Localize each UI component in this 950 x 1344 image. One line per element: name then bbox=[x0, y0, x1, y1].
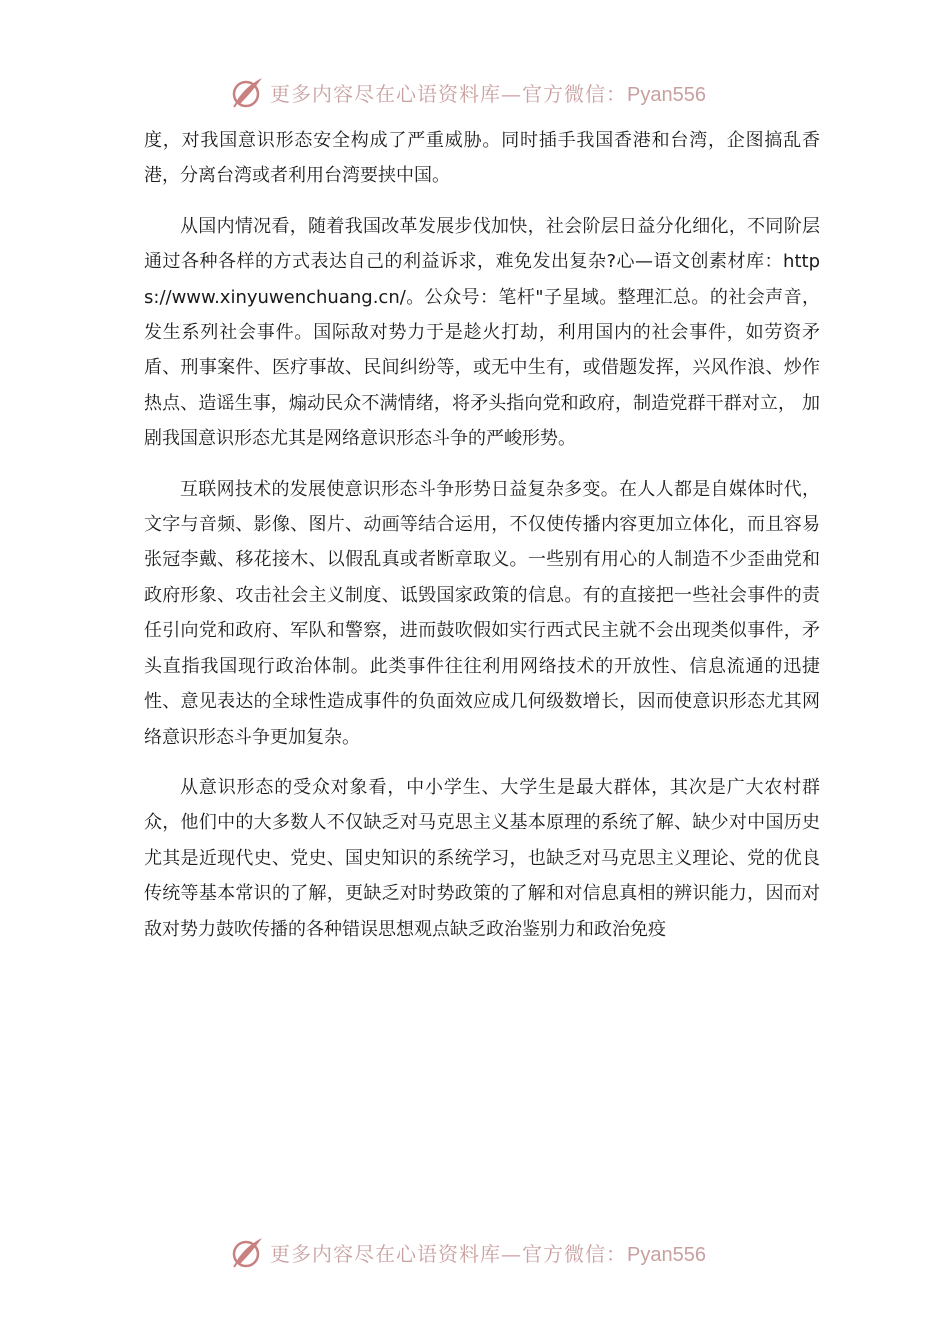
footer-banner-text bbox=[270, 1238, 706, 1267]
header-banner-dash: — bbox=[501, 81, 522, 106]
footer-banner-wechat-label: 官方微信： bbox=[522, 1241, 627, 1266]
quill-logo-icon bbox=[230, 1234, 266, 1270]
header-banner-text bbox=[270, 78, 706, 107]
paragraph-1: 度，对我国意识形态安全构成了严重威胁。同时插手我国香港和台湾，企图搞乱香港，分离台湾或者利用台湾要挟中国。 bbox=[144, 130, 820, 187]
footer-banner-dash: — bbox=[501, 1241, 522, 1266]
header-banner-wechat-label: 官方微信： bbox=[522, 81, 627, 106]
paragraph-3: 互联网技术的发展使意识形态斗争形势日益复杂多变。在人人都是自媒体时代，文字与音频、影像、图片、动画等结合运用，不仅使传播内容更加立体化，而且容易张冠李戴、移花接木、以假乱真或者断章取义。一些别有用心的人制造不少歪曲党和政府形象、攻击社会主义制度、诋毁国家政策的信息。有的直接把一些社会事件的责任引向党和政府、军队和警察，进而鼓吹假如实行西式民主就不会出现类似事件，矛头直指我国现行政治体制。此类事件往往利用网络技术的开放性、信息流通的迅捷性、意见表达的全球性造成事件的负面效应成几何级数增长，因而使意识形态尤其网络意识形态斗争更加复杂。 bbox=[144, 478, 820, 748]
footer-banner-wechat-id: Pyan556 bbox=[627, 1243, 706, 1266]
header-banner-title: 更多内容尽在心语资料库 bbox=[270, 81, 501, 106]
paragraph-4: 从意识形态的受众对象看，中小学生、大学生是最大群体，其次是广大农村群众，他们中的大多数人不仅缺乏对马克思主义基本原理的系统了解、缺少对中国历史尤其是近现代史、党史、国史知识的系统学习，也缺乏对马克思主义理论、党的优良传统等基本常识的了解，更缺乏对时势政策的了解和对信息真相的辨识能力，因而对敌对势力鼓吹传播的各种错误思想观点缺乏政治鉴别力和政治免疫 bbox=[144, 776, 820, 940]
footer-banner-title: 更多内容尽在心语资料库 bbox=[270, 1241, 501, 1266]
header-banner-wechat-id: Pyan556 bbox=[627, 83, 706, 106]
paragraph-2: 从国内情况看，随着我国改革发展步伐加快，社会阶层日益分化细化，不同阶层通过各种各样的方式表达自己的利益诉求，难免发出复杂?心—语文创素材库：https://www.xinyuwenchuang.cn/。公众号：笔杆"子星域。整理汇总。的社会声音，发生系列社会事件。国际敌对势力于是趁火打劫，利用国内的社会事件，如劳资矛盾、刑事案件、医疗事故、民间纠纷等，或无中生有，或借题发挥，兴风作浪、炒作热点、造谣生事，煽动民众不满情绪，将矛头指向党和政府，制造党群干群对立， 加剧我国意识形态尤其是网络意识形态斗争的严峻形势。 bbox=[144, 215, 820, 450]
document-body bbox=[144, 123, 820, 962]
quill-logo-icon bbox=[230, 74, 266, 110]
footer-banner bbox=[230, 1232, 750, 1272]
header-banner bbox=[230, 72, 750, 112]
